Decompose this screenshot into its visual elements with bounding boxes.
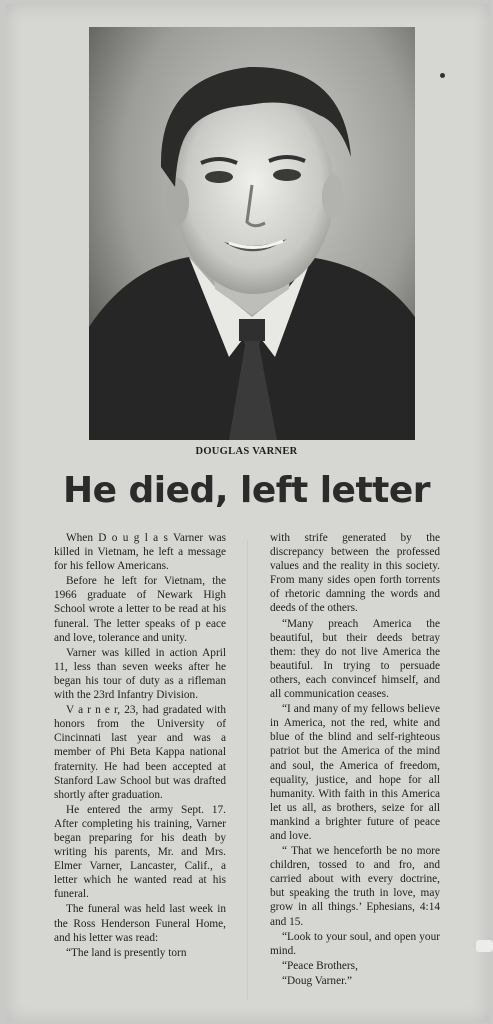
signature-line: “Doug Varner.”	[282, 974, 353, 987]
headline: He died, left letter	[62, 470, 431, 511]
photo-caption: DOUGLAS VARNER	[195, 446, 298, 457]
article-column-right	[270, 531, 440, 989]
paragraph: “ That we henceforth be no more children, tossed to and fro, and carried about with every doctrine, but speaking the truth in love, may grow in all things.’ Ephesians, 4:14 and 15.	[270, 845, 440, 928]
paper-tear	[476, 940, 493, 952]
portrait-photo	[89, 27, 415, 440]
paragraph: Before he left for Vietnam, the 1966 graduate of Newark High School wrote a letter to be read at his funeral. The letter speaks of p eace and love, tolerance and unity.	[54, 575, 226, 644]
paragraph: When D o u g l a s Varner was killed in Vietnam, he left a message for his fellow Americans.	[54, 532, 226, 573]
paragraph: Varner was killed in action April 11, less than seven weeks after he began his tour of duty as a rifleman with the 23rd Infantry Division.	[54, 646, 226, 702]
article-column-left	[54, 531, 226, 961]
paragraph: “I and many of my fellows believe in America, not the red, white and blue of the blind and self-righteous patriot but the America of the mind and soul, the America of freedom, equality, justice, and hope for all humanity. With faith in this America let us all, as brothers, seize for all mankind a brighter future of peace and love.	[270, 703, 440, 842]
paragraph: “Many preach America the beautiful, but their deeds betray them: they do not live America the beautiful. In trying to persuade others, each convincef himself, and all communication ceases.	[270, 617, 440, 701]
paragraph: with strife generated by the discrepancy between the professed values and the reality in this society. From many sides open forth torrents of rhetoric damning the words and deeds of the others.	[270, 532, 440, 615]
paragraph: The funeral was held last week in the Ross Henderson Funeral Home, and his letter was read:	[54, 903, 226, 944]
paragraph: He entered the army Sept. 17. After completing his training, Varner began preparing for his death by writing his parents, Mr. and Mrs. Elmer Varner, Lancaster, Calif., a letter which he wanted read at his funeral.	[54, 803, 226, 901]
column-divider	[247, 540, 248, 1000]
paragraph: “The land is presently torn	[66, 946, 187, 959]
ink-speck	[440, 73, 445, 78]
paragraph: V a r n e r, 23, had gradated with honors from the University of Cincinnati last year and was a member of Phi Beta Kappa national fraternity. He had been accepted at Stanford Law School but was drafted shortly after graduation.	[54, 704, 226, 801]
paragraph: “Look to your soul, and open your mind.	[270, 930, 440, 957]
paragraph: “Peace Brothers,	[282, 959, 358, 972]
